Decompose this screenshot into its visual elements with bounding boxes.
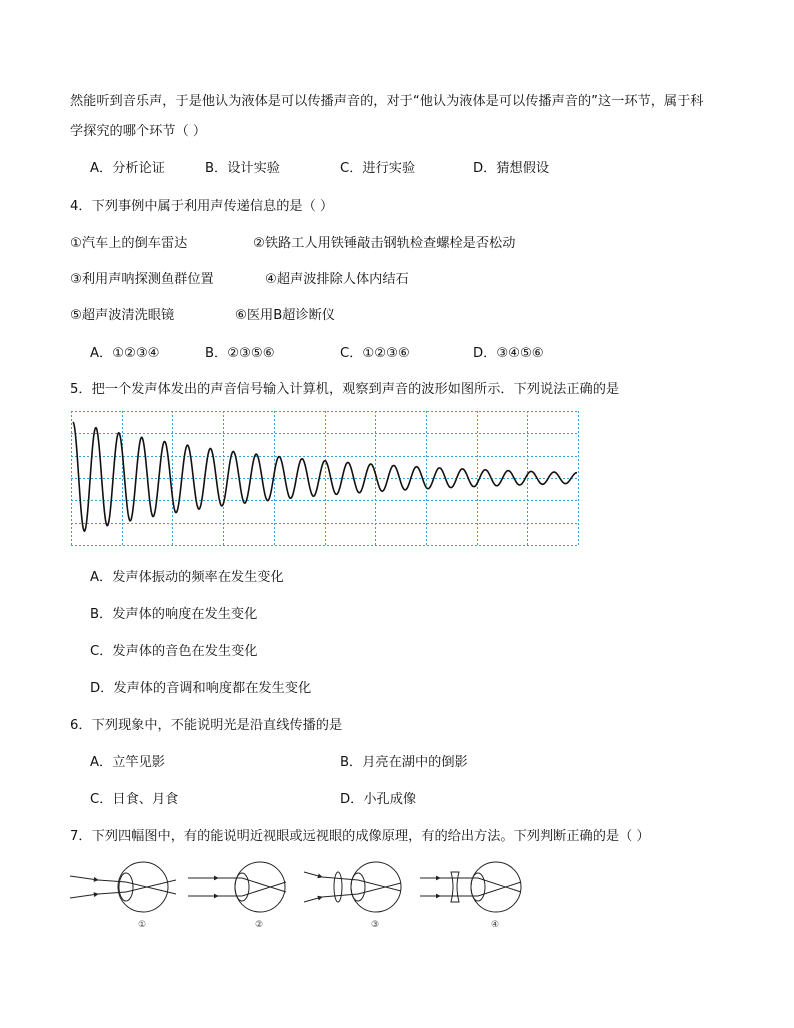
q7-stem: 7．下列四幅图中，有的能说明近视眼或远视眼的成像原理，有的给出方法。下列判断正确的是（ ） [70, 829, 650, 844]
q3-stem-line2: 学探究的哪个环节（ ） [70, 124, 207, 139]
q4-option-a[interactable]: A．①②③④ [90, 346, 160, 361]
q4-option-b[interactable]: B．②③⑤⑥ [205, 346, 275, 361]
q4-stem: 4．下列事例中属于利用声传递信息的是（ ） [70, 199, 334, 214]
q6-option-c[interactable]: C．日食、月食 [90, 792, 179, 807]
eye-diagrams-svg [68, 858, 528, 918]
waveform-figure [71, 411, 579, 546]
q5-option-c[interactable]: C．发声体的音色在发生变化 [90, 644, 258, 659]
eye-label-4: ④ [491, 920, 500, 930]
q4-option-c[interactable]: C．①②③⑥ [340, 346, 410, 361]
eye-label-3: ③ [371, 920, 380, 930]
q6-option-a[interactable]: A．立竿见影 [90, 755, 165, 770]
q6-option-d[interactable]: D．小孔成像 [340, 792, 417, 807]
q4-option-d[interactable]: D．③④⑤⑥ [473, 346, 544, 361]
q4-item-1: ①汽车上的倒车雷达 [70, 236, 188, 251]
q3-option-d[interactable]: D．猜想假设 [473, 161, 550, 176]
q4-item-6: ⑥医用B超诊断仪 [235, 308, 335, 323]
q3-stem-line1: 然能听到音乐声，于是他认为液体是可以传播声音的，对于“他认为液体是可以传播声音的”这一环节，属于科 [70, 94, 704, 109]
q3-option-a[interactable]: A．分析论证 [90, 161, 165, 176]
q5-stem: 5．把一个发声体发出的声音信号输入计算机，观察到声音的波形如图所示．下列说法正确的是 [70, 382, 620, 397]
waveform-svg [71, 411, 579, 546]
q4-item-5: ⑤超声波清洗眼镜 [70, 308, 175, 323]
eye-label-1: ① [138, 920, 147, 930]
q4-item-3: ③利用声呐探测鱼群位置 [70, 272, 214, 287]
q4-item-4: ④超声波排除人体内结石 [265, 272, 409, 287]
eye-diagram-1 [70, 862, 176, 912]
q6-option-b[interactable]: B．月亮在湖中的倒影 [340, 755, 468, 770]
eye-diagram-4 [420, 862, 521, 912]
eye-diagram-2 [188, 862, 286, 912]
eye-diagrams [68, 858, 528, 934]
q5-option-d[interactable]: D．发声体的音调和响度都在发生变化 [90, 681, 312, 696]
q3-option-c[interactable]: C．进行实验 [340, 161, 416, 176]
q5-option-a[interactable]: A．发声体振动的频率在发生变化 [90, 570, 284, 585]
q3-option-b[interactable]: B．设计实验 [205, 161, 280, 176]
eye-label-2: ② [255, 920, 264, 930]
q5-option-b[interactable]: B．发声体的响度在发生变化 [90, 607, 258, 622]
eye-diagram-3 [304, 862, 401, 912]
q4-item-2: ②铁路工人用铁锤敲击钢轨检查螺栓是否松动 [253, 236, 516, 251]
q6-stem: 6．下列现象中，不能说明光是沿直线传播的是 [70, 718, 343, 733]
